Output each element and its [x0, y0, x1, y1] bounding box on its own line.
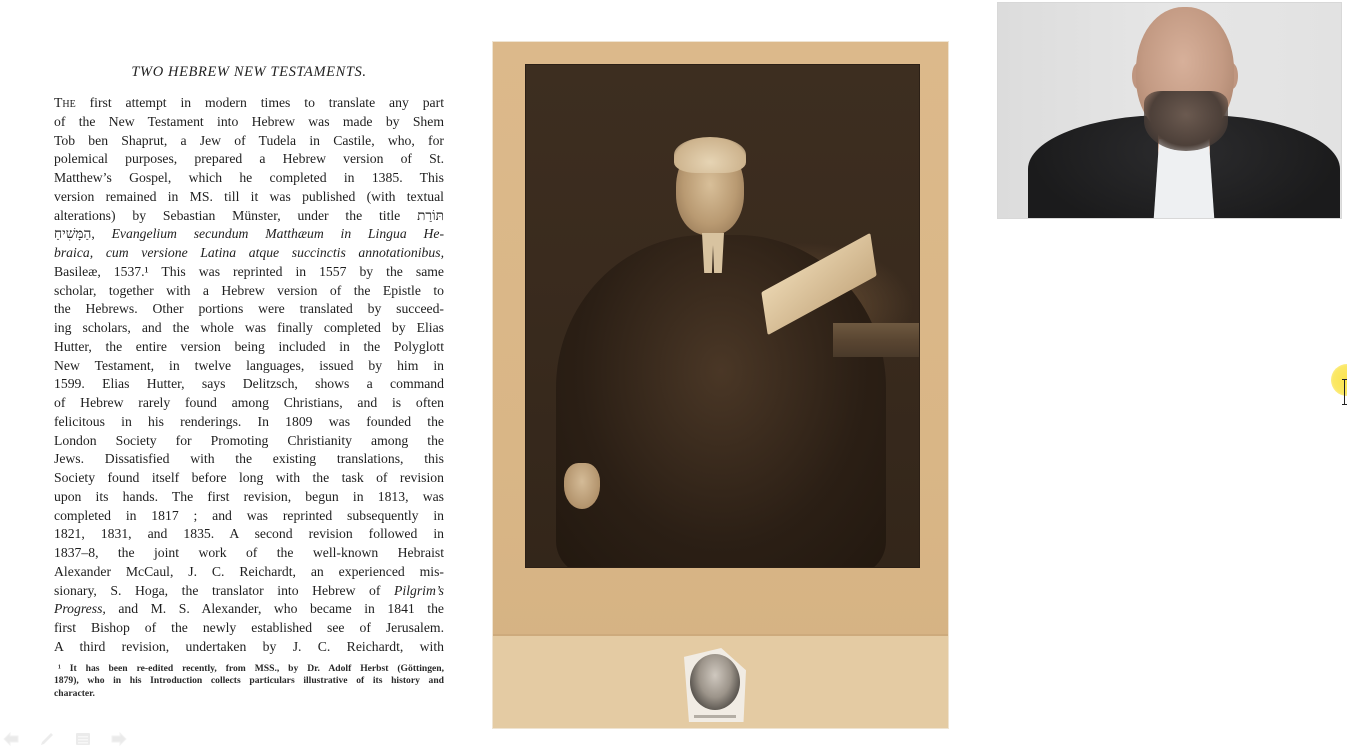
footnote-line: character.	[54, 687, 95, 699]
text-line	[54, 319, 444, 338]
portrait-hair	[674, 137, 746, 173]
text-run: Matthew’s Gospel, which he completed in 1385. This	[54, 170, 444, 185]
text-line	[54, 525, 444, 544]
presenter-beard	[1144, 91, 1228, 151]
text-run: New Testament, in twelve languages, issued by him in	[54, 357, 444, 373]
text-run: Progress,	[54, 601, 106, 617]
text-line	[54, 300, 444, 319]
text-line	[54, 469, 444, 488]
portrait-photograph	[525, 64, 920, 568]
portrait-hand	[564, 463, 600, 509]
text-run: felicitous in his renderings. In 1809 was founded the	[54, 413, 444, 429]
text-line	[54, 582, 444, 601]
text-run: ing scholars, and the whole was finally completed by Elias	[54, 320, 444, 335]
arrow-right-icon	[111, 732, 127, 746]
text-line	[54, 263, 444, 282]
text-line	[54, 638, 444, 657]
text-line	[54, 338, 444, 357]
text-run: Pilgrim’s	[394, 582, 444, 598]
pen-tool-button[interactable]	[38, 731, 56, 747]
inset-portrait-face	[690, 654, 740, 710]
portrait-books	[833, 323, 919, 357]
text-run: alterations) by Sebastian Münster, under the title תּוֹרַת	[54, 207, 444, 223]
text-run: completed in 1817 ; and was reprinted subsequently in	[54, 507, 444, 523]
text-run: A third revision, undertaken by J. C. Reichardt, with	[54, 638, 444, 654]
text-run: and M. S. Alexander, who became in 1841 the	[105, 601, 444, 617]
text-run: Jews. Dissatisfied with the existing translations, this	[54, 451, 444, 467]
book-page	[54, 64, 444, 700]
text-run: braica, cum versione Latina atque succinctis annotationibus,	[54, 245, 444, 260]
text-line	[54, 563, 444, 582]
portrait-image	[493, 42, 948, 728]
text-line	[54, 432, 444, 451]
text-run: Society found itself before long with the task of revision	[54, 470, 444, 485]
next-slide-button[interactable]	[110, 731, 128, 747]
text-line	[54, 544, 444, 563]
text-line	[54, 132, 444, 151]
running-head: TWO HEBREW NEW TESTAMENTS.	[131, 64, 367, 80]
footnote-line: ¹ It has been re-edited recently, from MSS., by Dr. Adolf Herbst (Göttingen,	[58, 662, 444, 674]
text-run: The	[54, 95, 76, 110]
text-run: Tob ben Shaprut, a Jew of Tudela in Castile, who, for	[54, 132, 444, 148]
arrow-left-icon	[3, 732, 19, 746]
text-run: of the New Testament into Hebrew was made by Shem	[54, 113, 444, 129]
text-line	[54, 507, 444, 526]
text-run: London Society for Promoting Christianity among the	[54, 432, 444, 448]
text-run: upon its hands. The first revision, begun in 1813, was	[54, 488, 444, 504]
text-run: 1599. Elias Hutter, says Delitzsch, shows a command	[54, 376, 444, 392]
text-line	[54, 619, 444, 638]
text-line	[54, 394, 444, 413]
text-line	[54, 169, 444, 188]
webcam-feed	[998, 3, 1341, 218]
text-line	[54, 450, 444, 469]
text-line	[54, 600, 444, 619]
text-run: Alexander McCaul, J. C. Reichardt, an experienced mis-	[54, 563, 444, 579]
text-run: of Hebrew rarely found among Christians, and is often	[54, 395, 444, 410]
pen-icon	[39, 732, 55, 746]
text-line	[54, 188, 444, 207]
text-run: Evangelium secundum Matthæum in Lingua He-	[111, 226, 444, 242]
text-run: scholar, together with a Hebrew version of the Epistle to	[54, 282, 444, 298]
text-line	[54, 375, 444, 394]
previous-slide-button[interactable]	[2, 731, 20, 747]
text-run: first attempt in modern times to translate any part	[75, 95, 444, 110]
slideshow-controls	[2, 731, 128, 747]
footnote-line: 1879), who in his Introduction collects particulars illustrative of its history and	[54, 675, 444, 687]
text-line	[54, 244, 444, 263]
text-run: Hutter, the entire version being included in the Polyglott	[54, 338, 444, 354]
text-line	[54, 207, 444, 226]
body-text	[54, 94, 444, 657]
mount-fold-line	[493, 634, 948, 636]
text-run: 1837–8, the joint work of the well-known Hebraist	[54, 545, 444, 560]
text-line	[54, 225, 444, 244]
text-line	[54, 488, 444, 507]
text-run: version remained in MS. till it was published (with textual	[54, 188, 444, 204]
text-run: first Bishop of the newly established see of Jerusalem.	[54, 620, 444, 635]
slide-menu-button[interactable]	[74, 731, 92, 747]
text-run: הַמָּשִׁיחַ,	[54, 226, 112, 242]
text-line	[54, 150, 444, 169]
text-run: 1821, 1831, and 1835. A second revision followed in	[54, 526, 444, 542]
text-line	[54, 113, 444, 132]
text-cursor-icon	[1344, 379, 1345, 405]
text-run: the Hebrews. Other portions were translated by succeed-	[54, 301, 444, 317]
inset-caption	[694, 715, 736, 718]
text-line	[54, 94, 444, 113]
text-run: polemical purposes, prepared a Hebrew version of St.	[54, 151, 444, 167]
footnote	[54, 663, 444, 701]
menu-icon	[75, 732, 91, 746]
text-run: sionary, S. Hoga, the translator into Hebrew of	[54, 582, 395, 598]
text-line	[54, 357, 444, 376]
text-run: Basileæ, 1537.¹ This was reprinted in 1557 by the same	[54, 263, 444, 279]
text-line	[54, 413, 444, 432]
text-line	[54, 282, 444, 301]
